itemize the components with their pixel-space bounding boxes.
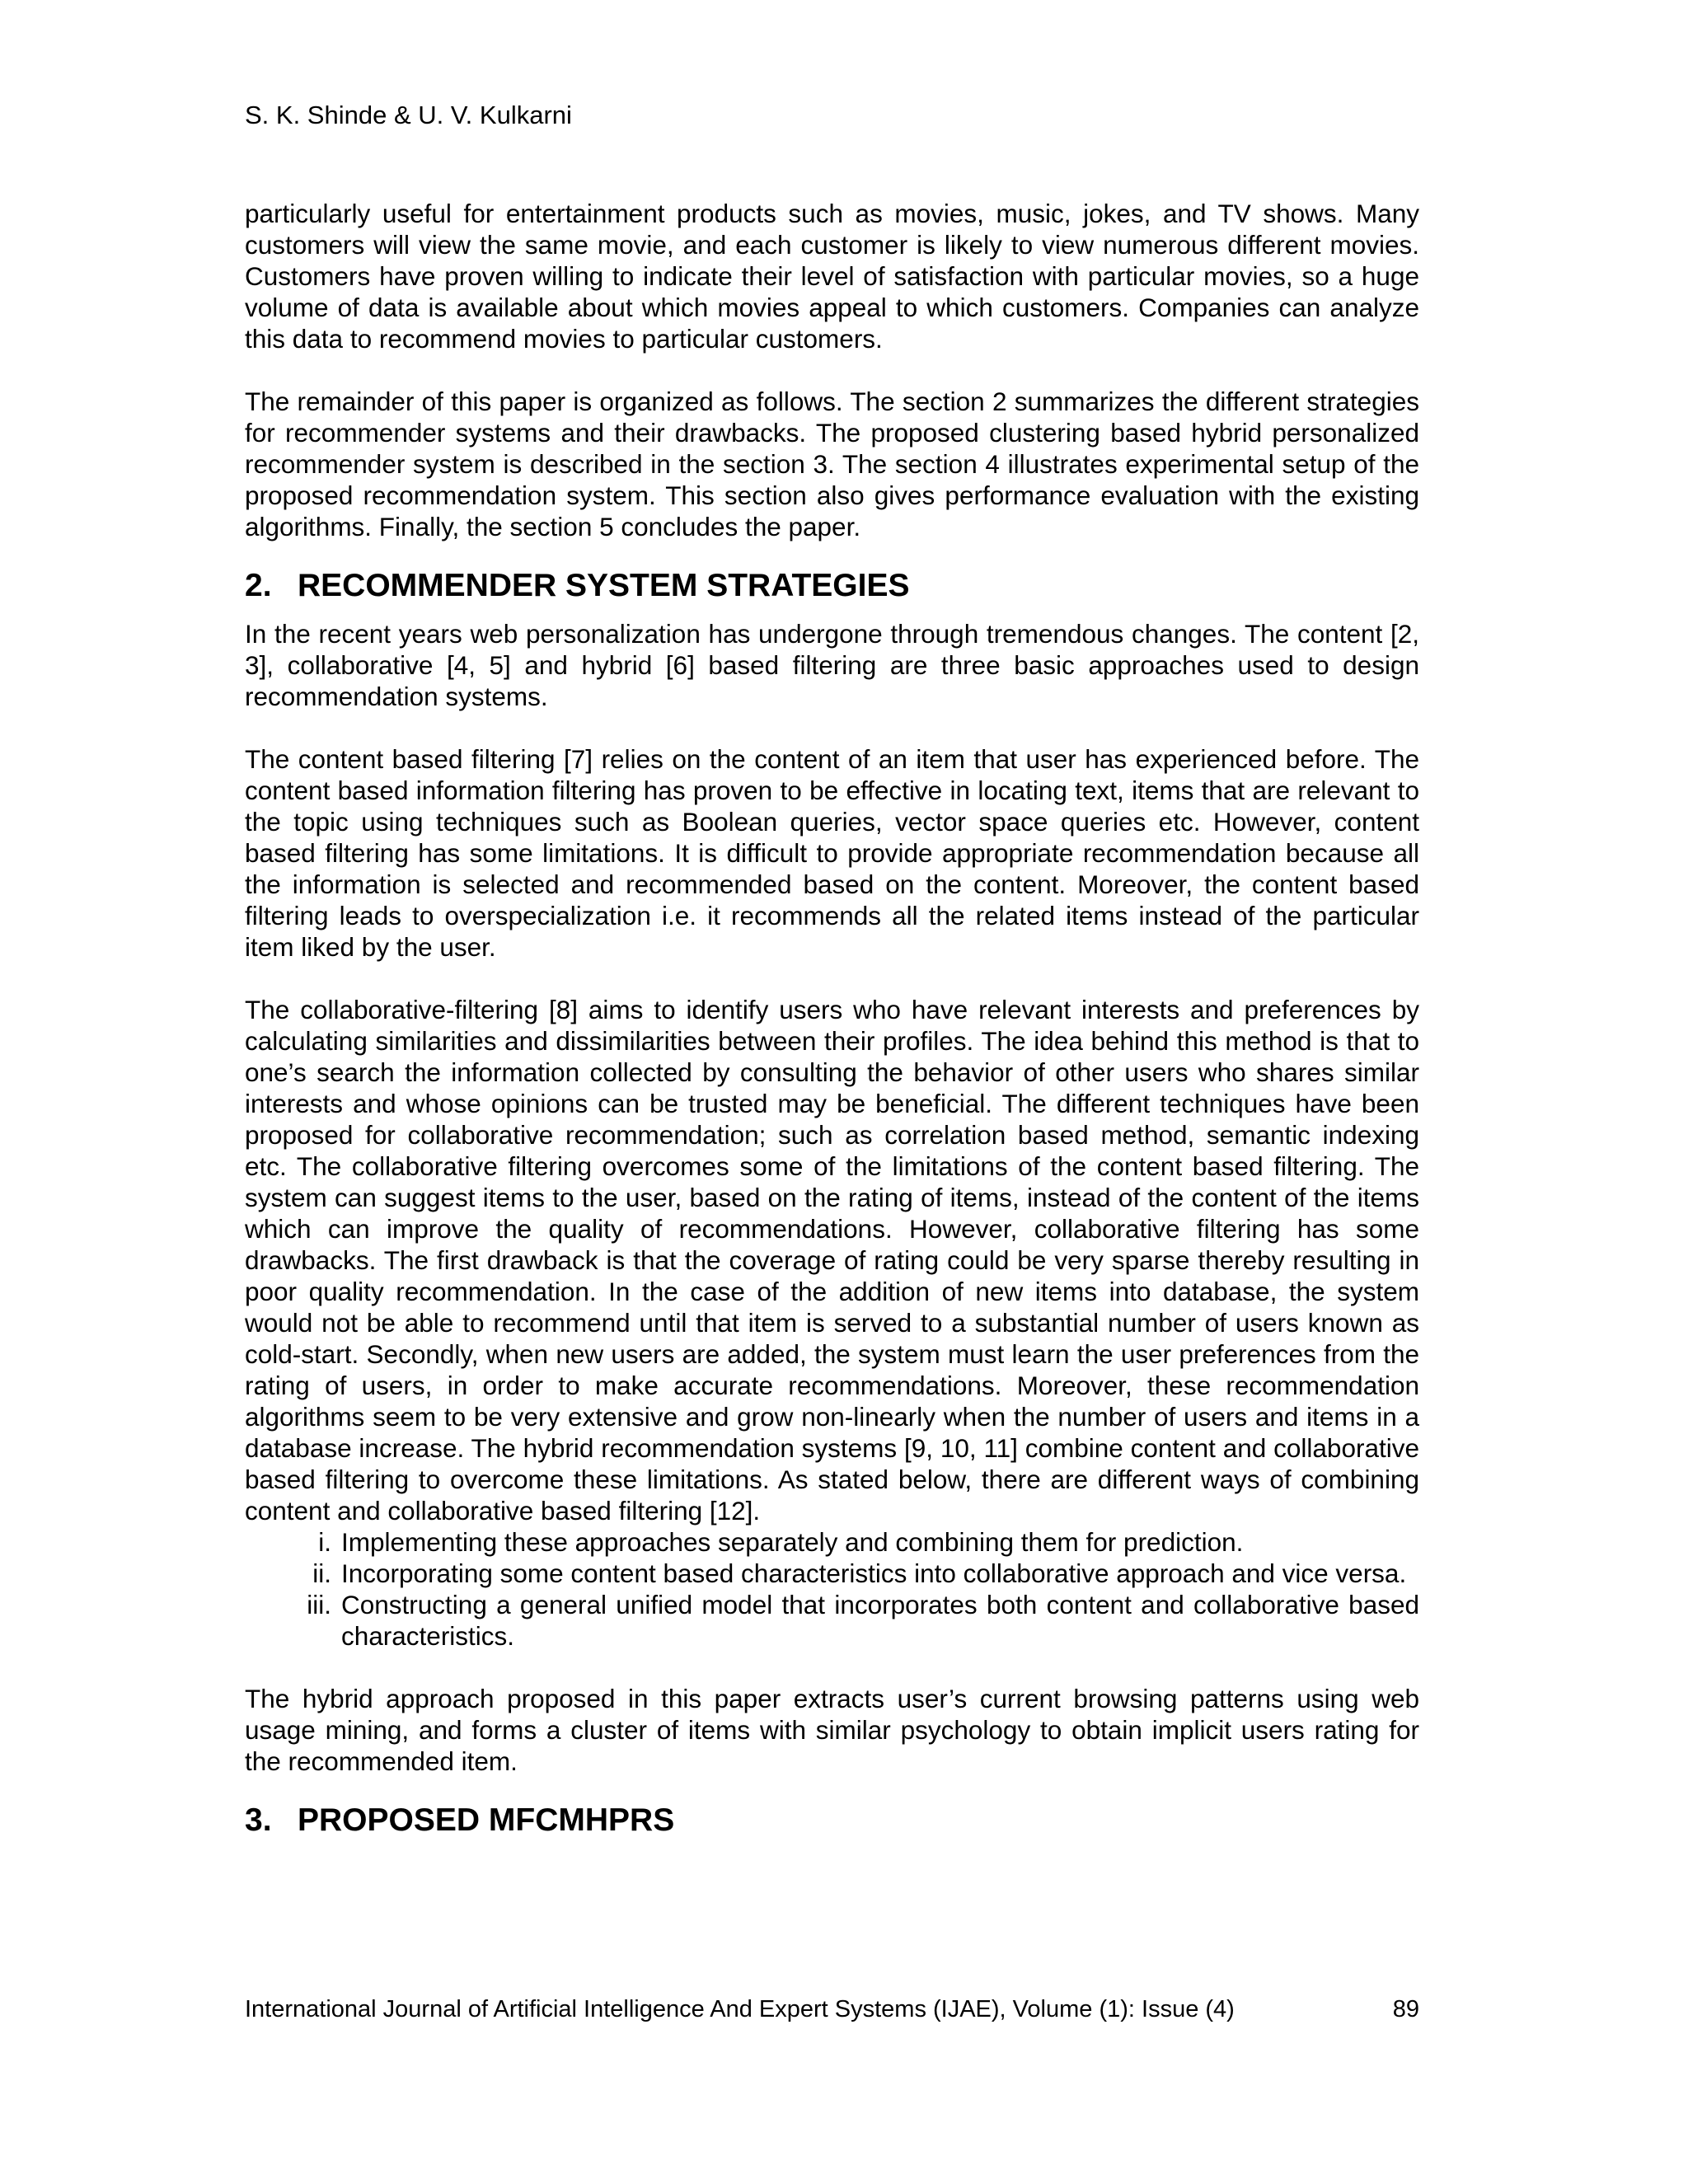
combination-methods-list [245,1526,1419,1652]
section-2-paragraph-2: The content based filtering [7] relies on the content of an item that user has experienced before. The content based information filtering has proven to be effective in locating text, items that are relevant to the topic using techniques such as Boolean queries, vector space queries etc. However, content based filtering has some limitations. It is difficult to provide appropriate recommendation because all the information is selected and recommended based on the content. Moreover, the content based filtering leads to overspecialization i.e. it recommends all the related items instead of the particular item liked by the user. [245,744,1419,962]
footer-journal-citation: International Journal of Artificial Intelligence And Expert Systems (IJAE), Volume (1): Issue (4) [245,1996,1235,2022]
intro-paragraph-2: The remainder of this paper is organized as follows. The section 2 summarizes the different strategies for recommender systems and their drawbacks. The proposed clustering based hybrid personalized recommender system is described in the section 3. The section 4 illustrates experimental setup of the proposed recommendation system. This section also gives performance evaluation with the existing algorithms. Finally, the section 5 concludes the paper. [245,387,1419,541]
list-item-text: Constructing a general unified model that incorporates both content and collaborative based characteristics. [341,1590,1419,1651]
section-2-number: 2. [245,568,272,603]
page-number: 89 [1392,1996,1419,2022]
section-2-heading [245,567,1419,605]
section-2-paragraph-1: In the recent years web personalization has undergone through tremendous changes. The content [2, 3], collaborative [4, 5] and hybrid [6] based filtering are three basic approaches used to design recommendation systems. [245,619,1419,711]
list-item [245,1589,1419,1652]
list-item-marker: ii. [312,1558,331,1588]
list-item-marker: i. [318,1527,331,1557]
list-item [245,1558,1419,1589]
list-item-text: Incorporating some content based characteristics into collaborative approach and vice versa. [341,1558,1407,1588]
section-2-paragraph-4: The hybrid approach proposed in this paper extracts user’s current browsing patterns using web usage mining, and forms a cluster of items with similar psychology to obtain implicit users rating for the recommended item. [245,1684,1419,1776]
section-2-paragraph-3: The collaborative-filtering [8] aims to identify users who have relevant interests and preferences by calculating similarities and dissimilarities between their profiles. The idea behind this method is that to one’s search the information collected by consulting the behavior of other users who shares similar interests and whose opinions can be trusted may be beneficial. The different techniques have been proposed for collaborative recommendation; such as correlation based method, semantic indexing etc. The collaborative filtering overcomes some of the limitations of the content based filtering. The system can suggest items to the user, based on the rating of items, instead of the content of the items which can improve the quality of recommendations. However, collaborative filtering has some drawbacks. The first drawback is that the coverage of rating could be very sparse thereby resulting in poor quality recommendation. In the case of the addition of new items into database, the system would not be able to recommend until that item is served to a substantial number of users known as cold-start. Secondly, when new users are added, the system must learn the user preferences from the rating of users, in order to make accurate recommendations. Moreover, these recommendation algorithms seem to be very extensive and grow non-linearly when the number of users and items in a database increase. The hybrid recommendation systems [9, 10, 11] combine content and collaborative based filtering to overcome these limitations. As stated below, there are different ways of combining content and collaborative based filtering [12]. [245,995,1419,1526]
list-item-text: Implementing these approaches separately and combining them for prediction. [341,1527,1244,1557]
body-content [245,198,1419,1840]
section-3-title: PROPOSED MFCMHPRS [298,1802,675,1838]
running-header-authors: S. K. Shinde & U. V. Kulkarni [245,101,572,129]
list-item-marker: iii. [307,1590,331,1619]
list-item [245,1526,1419,1558]
section-3-number: 3. [245,1802,272,1838]
section-3-heading [245,1802,1419,1840]
section-2-title: RECOMMENDER SYSTEM STRATEGIES [298,568,910,603]
intro-paragraph-1: particularly useful for entertainment products such as movies, music, jokes, and TV shows. Many customers will view the same movie, and each customer is likely to view numerous different movies. Customers have proven willing to indicate their level of satisfaction with particular movies, so a huge volume of data is available about which movies appeal to which customers. Companies can analyze this data to recommend movies to particular customers. [245,199,1419,354]
